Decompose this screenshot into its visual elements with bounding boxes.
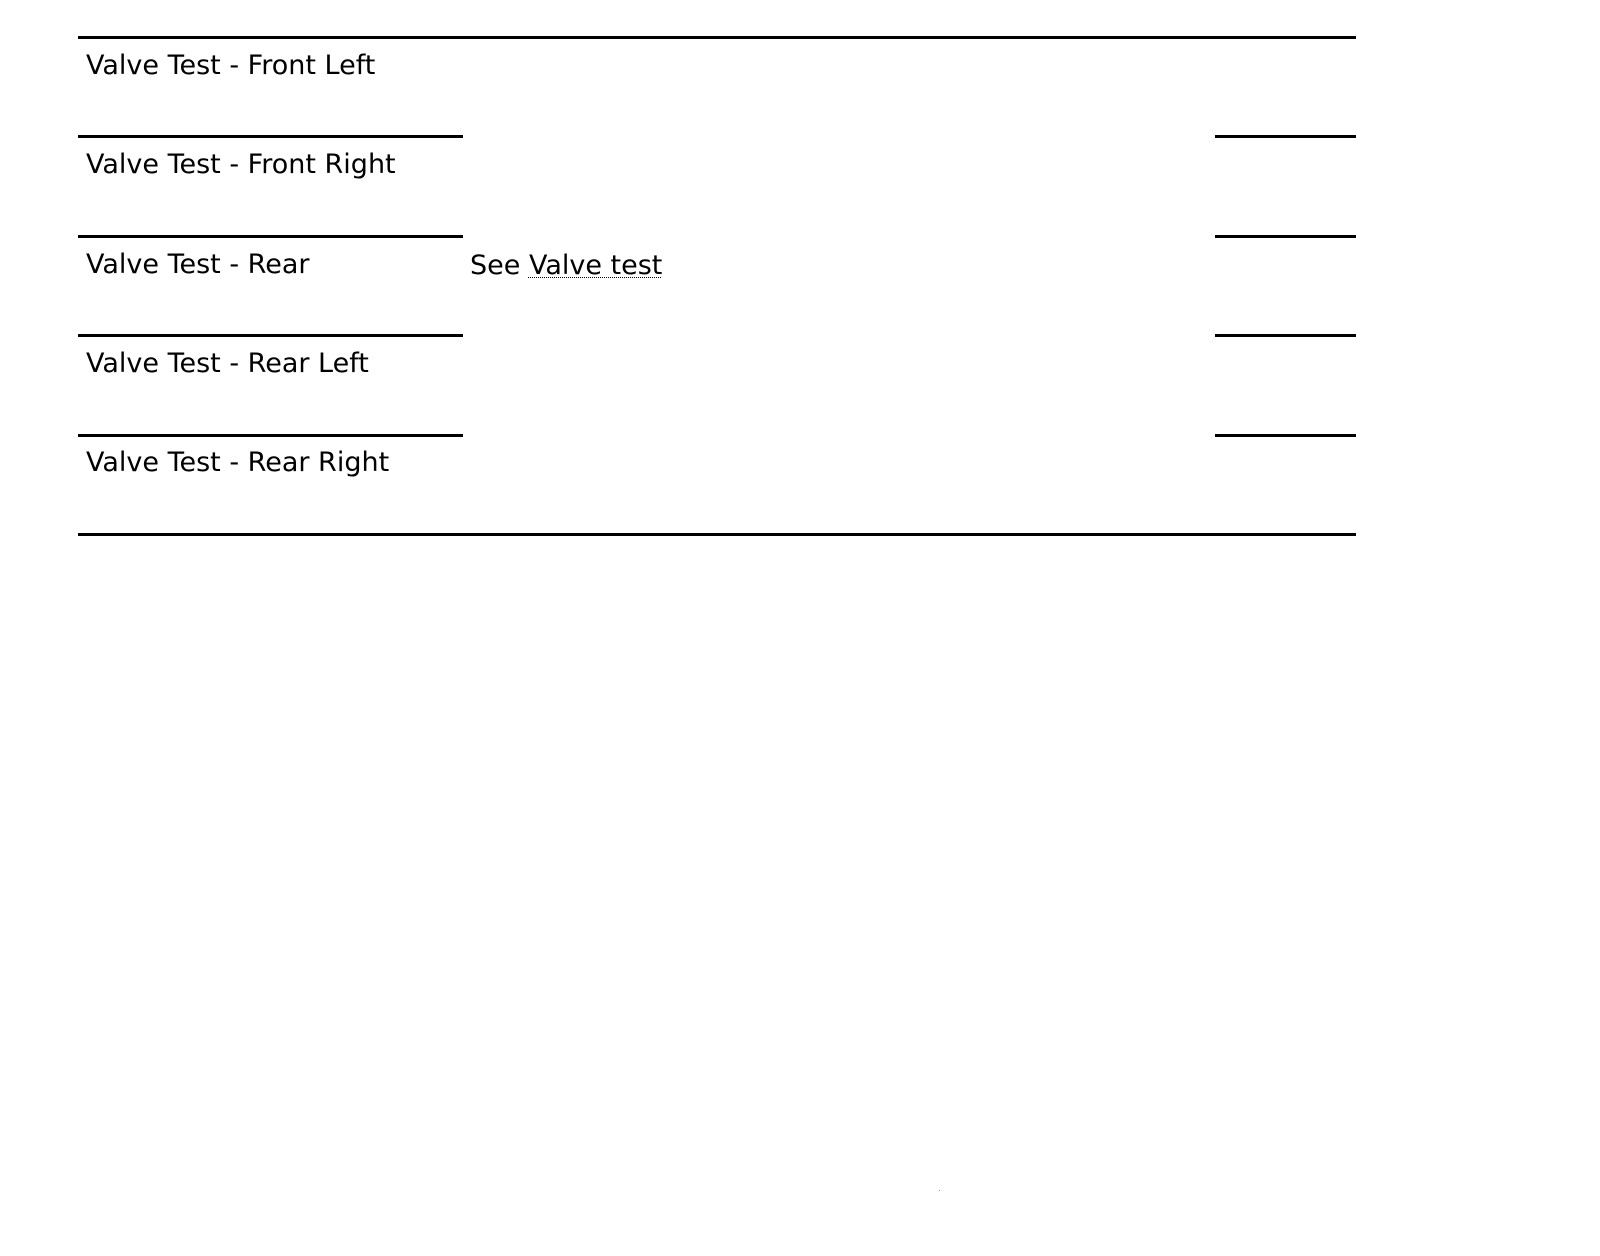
row-divider-left [78,135,463,138]
note-prefix: See [470,250,529,281]
row-divider-right [1215,135,1356,138]
row-divider-left [78,334,463,337]
scan-speck [939,1190,940,1191]
table-bottom-rule [78,533,1356,536]
table-top-rule [78,36,1356,39]
valve-test-note [470,250,662,282]
row-divider-left [78,235,463,238]
row-label-front-right: Valve Test - Front Right [86,149,396,180]
row-divider-left [78,434,463,437]
row-divider-right [1215,235,1356,238]
row-label-rear: Valve Test - Rear [86,249,310,280]
row-label-rear-left: Valve Test - Rear Left [86,348,369,379]
row-label-front-left: Valve Test - Front Left [86,50,376,81]
row-label-rear-right: Valve Test - Rear Right [86,447,390,478]
row-divider-right [1215,434,1356,437]
row-divider-right [1215,334,1356,337]
valve-test-link[interactable]: Valve test [528,250,663,281]
